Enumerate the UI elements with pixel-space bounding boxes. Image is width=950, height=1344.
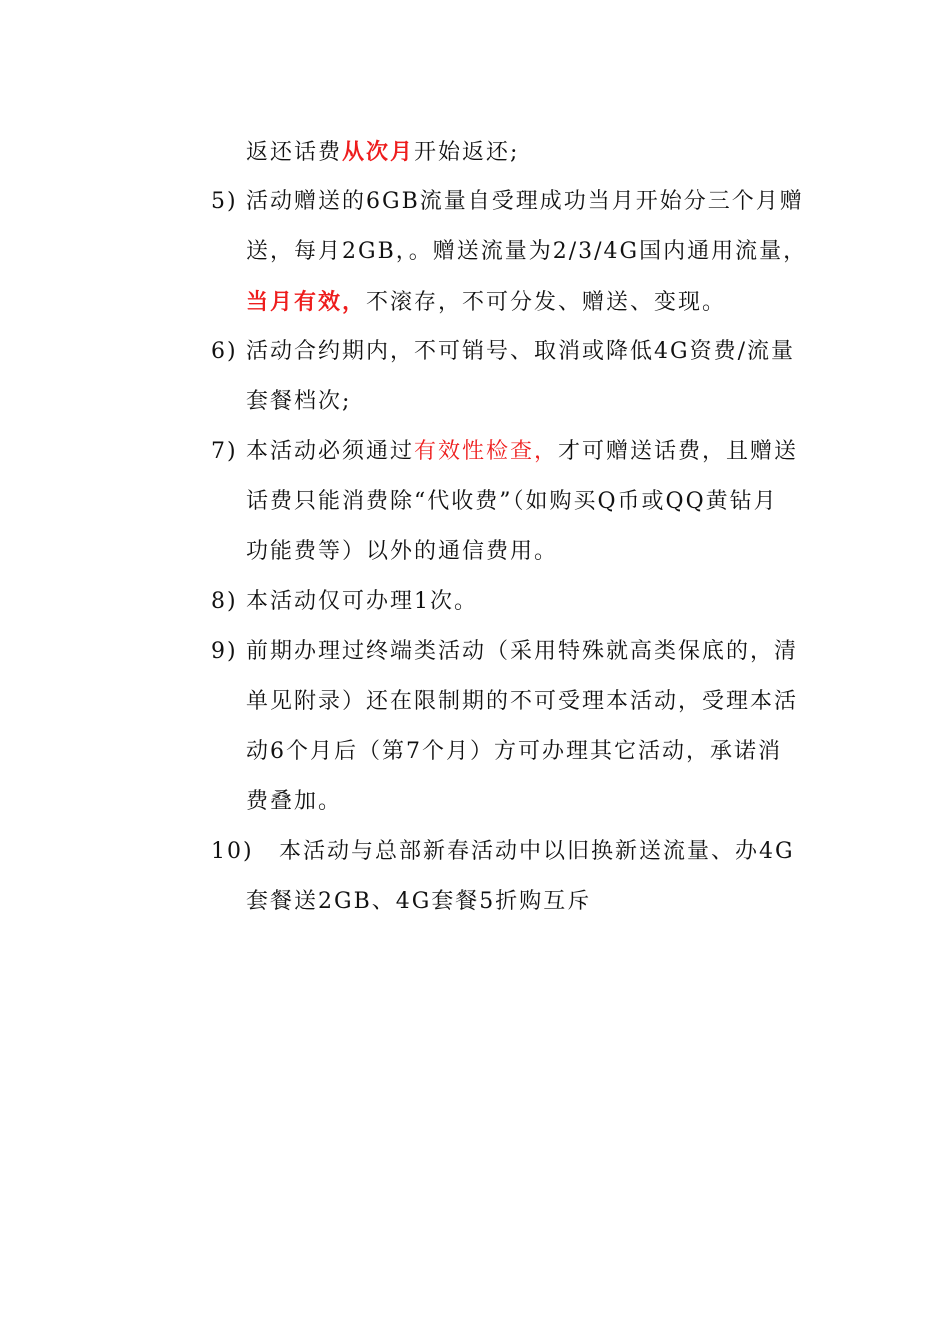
item-8-line-1 (0, 582, 950, 622)
item-9-text: 前期办理过终端类活动（采用特殊就高类保底的，清 (246, 639, 799, 664)
item-9-line-1 (0, 632, 950, 672)
item-5-text: 活动赠送的6GB流量自受理成功当月开始分三个月赠 (246, 189, 804, 214)
item-9-line-3 (0, 732, 950, 772)
item-10-line-2 (0, 882, 950, 922)
highlight-current-month-valid: 当月有效， (246, 289, 367, 315)
item-5-number: 5) (211, 189, 238, 214)
item-9-number: 9) (211, 639, 238, 664)
item-5-line-1 (0, 182, 950, 222)
item-7-text: 功能费等）以外的通信费用。 (246, 539, 559, 564)
item-7-line-3 (0, 532, 950, 572)
item-5-text: 送，每月2GB，。赠送流量为2/3/4G国内通用流量， (246, 239, 808, 264)
item-7-number: 7) (211, 439, 238, 464)
item-9-text: 费叠加。 (246, 789, 343, 814)
item-5-line-2 (0, 232, 950, 272)
item-10-number: 10) (211, 839, 254, 864)
item-6-text: 套餐档次; (246, 389, 352, 414)
item-6-line-2 (0, 382, 950, 422)
item-10-text: 本活动与总部新春活动中以旧换新送流量、办4G (279, 839, 795, 864)
item-6-text: 活动合约期内，不可销号、取消或降低4G资费/流量 (246, 339, 795, 364)
item-5-line-3 (0, 282, 950, 322)
item-5-text: 当月有效，不滚存，不可分发、赠送、变现。 (246, 289, 727, 315)
item-7-line-1 (0, 432, 950, 472)
item-7-text: 本活动必须通过有效性检查，才可赠送话费，且赠送 (246, 439, 799, 464)
item-9-line-4 (0, 782, 950, 822)
item-10-line-1 (0, 832, 950, 872)
item-10-text: 套餐送2GB、4G套餐5折购互斥 (246, 889, 592, 914)
continuation-text: 返还话费从次月开始返还; (246, 139, 520, 165)
continuation-line (0, 132, 950, 172)
item-9-line-2 (0, 682, 950, 722)
item-7-line-2 (0, 482, 950, 522)
highlight-validity-check: 有效性检查， (414, 439, 559, 464)
highlight-from-next-month: 从次月 (342, 139, 415, 165)
item-9-text: 动6个月后（第7个月）方可办理其它活动，承诺消 (246, 739, 782, 764)
item-6-number: 6) (211, 339, 238, 364)
item-6-line-1 (0, 332, 950, 372)
item-8-number: 8) (211, 589, 238, 614)
item-8-text: 本活动仅可办理1次。 (246, 589, 478, 614)
item-9-text: 单见附录）还在限制期的不可受理本活动，受理本活 (246, 689, 799, 714)
item-7-text: 话费只能消费除“代收费”（如购买Q币或QQ黄钻月 (246, 489, 778, 514)
